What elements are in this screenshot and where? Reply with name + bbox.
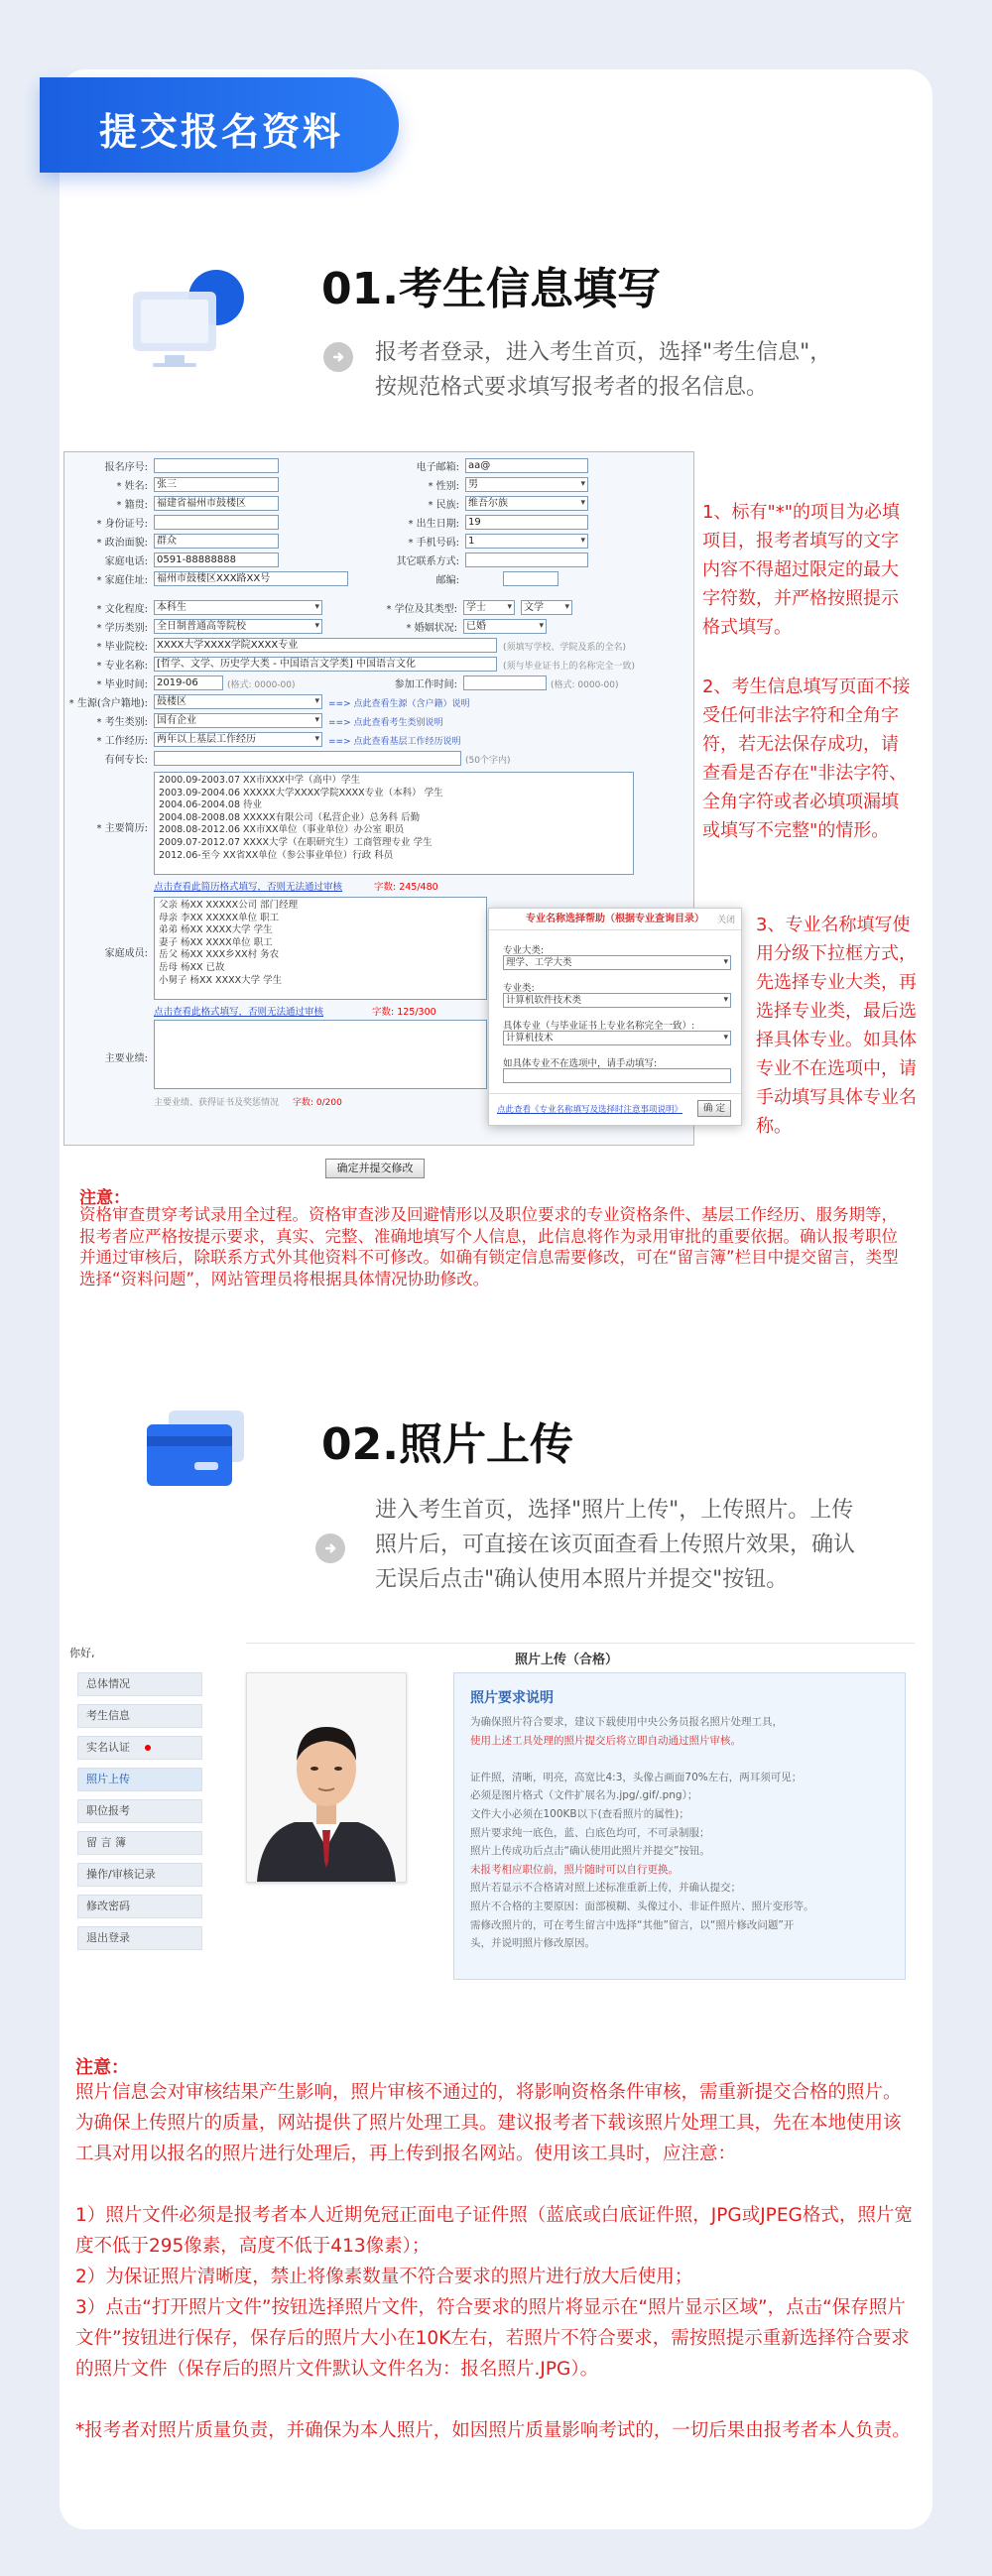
family-format-link[interactable]: 点击查看此格式填写，否则无法通过审核 [154, 1007, 324, 1018]
performance-count: 字数: 0/200 [293, 1098, 342, 1108]
field-input[interactable]: 男 ▾ [465, 477, 588, 492]
side-note-1: 1、标有"*"的项目为必填项目，报考者填写的文字内容不得超过限定的最大字符数，并严格按照提示格式填写。 [702, 502, 901, 638]
field-input[interactable]: 1 ▾ [465, 534, 588, 549]
requirement-line: 照片上传成功后点击“确认使用此照片并提交”按钮。 [470, 1845, 710, 1858]
field-input[interactable]: 19 [465, 515, 588, 530]
field-input[interactable]: 群众 [154, 534, 279, 549]
form-row [64, 751, 694, 769]
banner [40, 77, 399, 173]
form-row [64, 534, 694, 552]
popup-label-manual: 如具体专业不在选项中，请手动填写: [503, 1058, 658, 1069]
sidebar-item[interactable]: 实名认证 [77, 1736, 202, 1760]
sidebar-item[interactable]: 考生信息 [77, 1704, 202, 1728]
field-input[interactable] [154, 751, 461, 766]
arrow-right-icon [323, 342, 353, 372]
performance-textarea[interactable] [154, 1020, 487, 1089]
photo-preview [246, 1672, 407, 1883]
wallet-icon [145, 1407, 254, 1496]
resume-label: * 主要简历: [96, 823, 148, 834]
requirement-line: 必须是图片格式（文件扩展名为.jpg/.gif/.png）； [470, 1789, 698, 1802]
section2-desc: 进入考生首页，选择"照片上传"，上传照片。上传照片后，可直接在该页面查看上传照片效果，确认无误后点击"确认使用本照片并提交"按钮。 [375, 1498, 856, 1592]
form-row [64, 732, 694, 750]
field-input[interactable] [154, 515, 279, 530]
requirement-line: 头，并说明照片修改原因。 [470, 1937, 595, 1950]
family-count: 字数: 125/300 [372, 1007, 436, 1018]
field-input[interactable]: 2019-06 [154, 675, 223, 690]
field-input[interactable]: 全日制普通高等院校 ▾ [154, 619, 322, 634]
requirement-line: 文件大小必须在100KB以下(查看照片的属性)； [470, 1807, 689, 1820]
field-input[interactable]: 国有企业 ▾ [154, 713, 322, 728]
field-input[interactable] [503, 571, 558, 586]
arrow-right-icon-2 [315, 1533, 345, 1563]
field-label: * 婚姻状况: [406, 623, 457, 634]
popup-manual-input[interactable] [503, 1068, 731, 1083]
field-input[interactable]: 已婚 ▾ [463, 619, 547, 634]
field-label: * 姓名: [116, 481, 148, 492]
photo-upload-screenshot [63, 1637, 925, 2027]
monitor-icon [129, 260, 248, 379]
field-label: * 文化程度: [96, 604, 148, 615]
alert-dot-icon [145, 1745, 151, 1751]
performance-hint: 主要业绩、获得证书及奖惩情况 [154, 1098, 280, 1108]
section1-note-body: 资格审查贯穿考试录用全过程。资格审查涉及回避情形以及职位要求的专业资格条件、基层工作经历、服务期等，报考者应严格按提示要求，真实、完整、准确地填写个人信息，此信息将作为录用审批的重要依据。确认报考职位并通过审核后，除联系方式外其他资料不可修改。如确有锁定信息需要修改，可在“留言簿”栏目中提交留言，类型选择“资料问题”，网站管理员将根据具体情况协助修改。 [79, 1205, 899, 1288]
major-select-popup [488, 908, 742, 1126]
field-hint[interactable]: ==> 点此查看考生类别说明 [328, 718, 443, 728]
form-row [64, 713, 694, 731]
field-hint[interactable]: ==> 点此查看生源（含户籍）说明 [328, 699, 470, 709]
field-input[interactable]: 本科生 ▾ [154, 600, 322, 615]
popup-label-category: 专业大类: [503, 945, 545, 956]
section2-note-line: 照片信息会对审核结果产生影响，照片审核不通过的，将影响资格条件审核，需重新提交合格的照片。为确保上传照片的质量，网站提供了照片处理工具。建议报考者下载该照片处理工具，先在本地使用该工具对用以报名的照片进行处理后，再上传到报名网站。使用该工具时，应注意： [75, 2082, 902, 2164]
field-label: * 生源(含户籍地): [68, 698, 148, 709]
panel-title: 照片上传（合格） [515, 1653, 619, 1667]
popup-label-major: 具体专业（与毕业证书上专业名称完全一致）: [503, 1021, 695, 1032]
field-label: * 学位及其类型: [386, 604, 457, 615]
greeting: 你好, [69, 1647, 95, 1659]
popup-ok-button[interactable]: 确 定 [697, 1100, 731, 1117]
form-row [64, 675, 694, 693]
field-input[interactable]: 维吾尔族 ▾ [465, 496, 588, 511]
popup-select-major[interactable]: 计算机技术 ▾ [503, 1031, 731, 1045]
field-label: * 政治面貌: [96, 538, 148, 549]
field-input[interactable] [465, 552, 588, 567]
field-input[interactable]: 0591-88888888 [154, 552, 279, 567]
popup-select-category[interactable]: 理学、工学大类 ▾ [503, 955, 731, 970]
field-input[interactable]: 福建省福州市鼓楼区 [154, 496, 279, 511]
form-row [64, 694, 694, 712]
form-row [64, 515, 694, 533]
field-label: * 毕业时间: [96, 679, 148, 690]
field-input[interactable]: 学士 ▾ [463, 600, 515, 615]
field-label: * 手机号码: [408, 538, 459, 549]
form-row [64, 600, 694, 618]
field-label: * 性别: [428, 481, 459, 492]
family-textarea[interactable]: 父亲 杨XX XXXXX公司 部门经理 母亲 李XX XXXXX单位 职工 弟弟 杨XX XXXX大学 学生 妻子 杨XX XXXX单位 职工 岳父 杨XX XXX乡XX村 务农 岳母 杨XX 已故 小舅子 杨XX XXXX大学 学生 [154, 897, 487, 1000]
field-label: * 籍贯: [116, 500, 148, 511]
requirements-title: 照片要求说明 [470, 1690, 554, 1706]
side-note-2: 2、考生信息填写页面不接受任何非法字符和全角字符，若无法保存成功，请查看是否存在"非法字符、全角字符或者必填项漏填或填写不完整"的情形。 [702, 676, 911, 841]
popup-title: 专业名称选择帮助（根据专业查询目录） [489, 909, 741, 930]
requirement-line: 照片要求纯一底色，蓝、白底色均可，不可录制服； [470, 1826, 710, 1839]
side-note-3: 3、专业名称填写使用分级下拉框方式，先选择专业大类，再选择专业类，最后选择具体专业。如具体专业不在选项中，请手动填写具体专业名称。 [756, 915, 917, 1137]
popup-label-class: 专业类: [503, 983, 535, 994]
field-label: 电子邮箱: [416, 462, 459, 473]
sidebar-item[interactable]: 操作/审核记录 [77, 1863, 202, 1887]
field-label: * 民族: [428, 500, 459, 511]
field-hint[interactable]: ==> 点此查看基层工作经历说明 [328, 737, 461, 747]
performance-label: 主要业绩: [104, 1053, 148, 1064]
form-row [64, 619, 694, 637]
sidebar-item[interactable]: 留 言 簿 [77, 1831, 202, 1855]
field-label: 家庭电话: [104, 556, 148, 567]
field-label: * 家庭住址: [96, 575, 148, 586]
section1-title: 01.考生信息填写 [321, 264, 661, 314]
sidebar-item[interactable]: 照片上传 [77, 1768, 202, 1791]
popup-help-link[interactable]: 点此查看《专业名称填写及选择时注意事项说明》 [497, 1105, 683, 1115]
field-input[interactable] [463, 675, 547, 690]
form-row [64, 477, 694, 495]
field-label: * 出生日期: [408, 519, 459, 530]
field-input[interactable]: XXXX大学XXXX学院XXXX专业 [154, 638, 497, 653]
field-input[interactable] [154, 458, 279, 473]
field-input[interactable]: 张三 [154, 477, 279, 492]
section2-note-line: 1）照片文件必须是报考者本人近期免冠正面电子证件照（蓝底或白底证件照，JPG或JPEG格式，照片宽度不低于295像素，高度不低于413像素）； [75, 2205, 913, 2257]
field-label: 其它联系方式: [396, 556, 459, 567]
format-hint: (格式: 0000-00) [551, 680, 619, 690]
section1-desc: 报考者登录，进入考生首页，选择"考生信息"，按规范格式要求填写报考者的报名信息。 [375, 340, 832, 400]
form-row [64, 496, 694, 514]
field-hint: (50个字内) [465, 756, 511, 766]
field-input[interactable]: 两年以上基层工作经历 ▾ [154, 732, 322, 747]
sidebar-item[interactable]: 职位报考 [77, 1799, 202, 1823]
popup-close-button[interactable]: 关闭 [716, 916, 735, 925]
resume-format-link[interactable]: 点击查看此简历格式填写，否则无法通过审核 [154, 882, 343, 893]
field-input[interactable]: 文学 ▾ [521, 600, 572, 615]
field-label: * 专业名称: [96, 661, 148, 672]
resume-count: 字数: 245/480 [374, 882, 438, 893]
field-hint: (须填写学校、学院及系的全名) [503, 643, 627, 653]
field-input[interactable]: aa@ [465, 458, 588, 473]
section1-note-title: 注意： [79, 1188, 130, 1208]
form-row [64, 571, 694, 589]
section2-title: 02.照片上传 [321, 1419, 573, 1470]
sidebar-item[interactable]: 退出登录 [77, 1926, 202, 1950]
section2-note-line: 2）为保证照片清晰度，禁止将像素数量不符合要求的照片进行放大后使用； [75, 2267, 693, 2287]
field-label: * 学历类别: [96, 623, 148, 634]
photo-requirements-box [453, 1672, 906, 1980]
form-row [64, 638, 694, 656]
portrait-photo [247, 1673, 406, 1882]
banner-title: 提交报名资料 [99, 110, 344, 154]
field-label: 有何专长: [104, 755, 148, 766]
sidebar-item[interactable]: 修改密码 [77, 1895, 202, 1918]
field-label: * 考生类别: [96, 717, 148, 728]
field-label: * 毕业院校: [96, 642, 148, 653]
requirement-line: 照片不合格的主要原因：面部模糊、头像过小、非证件照片、照片变形等。 [470, 1900, 814, 1912]
field-label: 报名序号: [104, 462, 148, 473]
confirm-submit-button[interactable]: 确定并提交修改 [325, 1159, 425, 1178]
requirement-line: 证件照，清晰，明亮，高宽比4:3，头像占画面70%左右，两耳须可见； [470, 1771, 803, 1783]
field-label: * 身份证号: [96, 519, 148, 530]
section2-note-title: 注意： [75, 2057, 129, 2078]
section2-note-line: *报考者对照片质量负责，并确保为本人照片，如因照片质量影响考试的，一切后果由报考者本人负责。 [75, 2420, 911, 2441]
field-label: 参加工作时间: [394, 679, 457, 690]
form-row [64, 552, 694, 570]
field-input[interactable]: 鼓楼区 ▾ [154, 694, 322, 709]
requirement-line [470, 1750, 897, 1769]
sidebar-item[interactable]: 总体情况 [77, 1672, 202, 1696]
requirement-line: 使用上述工具处理的照片提交后将立即自动通过照片审核。 [470, 1734, 741, 1747]
field-hint: (须与毕业证书上的名称完全一致) [503, 662, 636, 672]
family-label: 家庭成员: [104, 948, 148, 959]
field-label: * 工作经历: [96, 736, 148, 747]
requirement-line: 未报考相应职位前，照片随时可以自行更换。 [470, 1863, 679, 1876]
resume-textarea[interactable]: 2000.09-2003.07 XX市XXX中学（高中）学生 2003.09-2004.06 XXXXX大学XXXX学院XXXX专业（本科） 学生 2004.06-2004.08 待业 2004.08-2008.08 XXXXX有限公司（私营企业）总务科 后勤 2008.08-2012.06 XX市XX单位（事业单位）办公室 职员 2009.07-2012.07 XXXX大学（在职研究生）工商管理专业 学生 2012.06-至今 XX省XX单位（参公事业单位）行政 科员 [154, 772, 634, 875]
requirement-line: 照片若显示不合格请对照上述标准重新上传，并确认提交； [470, 1882, 741, 1895]
popup-select-class[interactable]: 计算机软件技术类 ▾ [503, 993, 731, 1008]
field-input[interactable]: 福州市鼓楼区XXX路XX号 [154, 571, 348, 586]
format-hint: (格式: 0000-00) [227, 680, 296, 690]
field-input[interactable]: [哲学、文学、历史学大类 - 中国语言文学类] 中国语言文化 [154, 657, 497, 672]
field-label: 邮编: [435, 575, 459, 586]
requirement-line: 为确保照片符合要求，建议下载使用中央公务员报名照片处理工具， [470, 1716, 783, 1728]
form-row [64, 458, 694, 476]
form-row [64, 657, 694, 675]
requirement-line: 需修改照片的，可在考生留言中选择“其他”留言，以“照片修改问题”开 [470, 1918, 795, 1931]
section2-note-line: 3）点击“打开照片文件”按钮选择照片文件，符合要求的照片将显示在“照片显示区域”，点击“保存照片文件”按钮进行保存，保存后的照片大小在10K左右，若照片不符合要求，需按照提示重新选择符合要求的照片文件（保存后的照片文件默认文件名为：报名照片.JPG）。 [75, 2297, 910, 2380]
